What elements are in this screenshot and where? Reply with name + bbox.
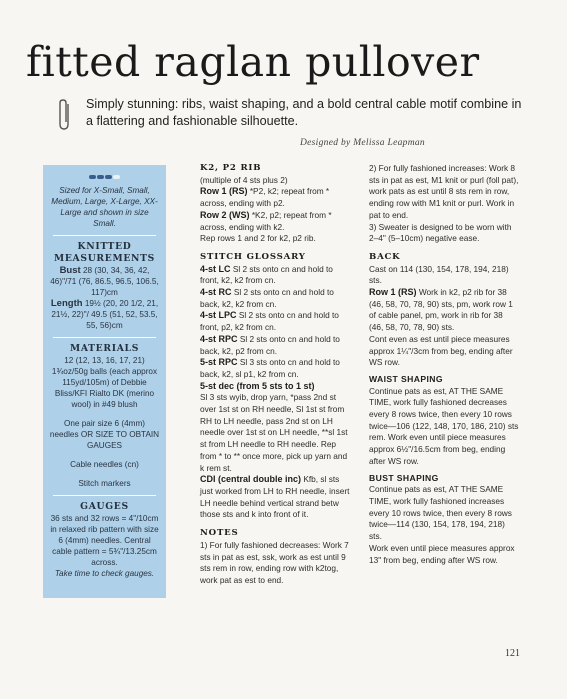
cable-needle-text: Cable needles (cn) xyxy=(70,460,139,469)
glossary-cdi: CDI (central double inc) Kfb, sl sts just worked from LH to RH needle, insert LH needle behind vertical strand betw those sts and k into front of it. xyxy=(200,474,350,520)
glossary-lpc: 4-st LPC Sl 2 sts onto cn and hold to front, p2, k2 from cn. xyxy=(200,310,339,333)
note-1: 1) For fully fashioned decreases: Work 7 sts in pat as est, ssk, work as est until 9 sts rem in row, ending row with k2tog, work pat as est to end. xyxy=(200,539,349,585)
waist-shaping-heading: WAIST SHAPING xyxy=(369,373,443,384)
gauge-text: 36 sts and 32 rows = 4"/10cm in relaxed rib pattern with size 6 (4mm) needles. Central cable pattern = 5¾"/13.25cm across. xyxy=(50,514,159,567)
needles-text: One pair size 6 (4mm) needles OR SIZE TO OBTAIN GAUGES xyxy=(49,419,160,450)
notes-heading: NOTES xyxy=(200,528,239,539)
divider xyxy=(53,337,156,338)
back-row1: Row 1 (RS) Work in k2, p2 rib for 38 (46, 58, 70, 78, 90) sts, pm, work row 1 of cable panel, pm, work in rib for 38 (46, 58, 70, 78, 90) sts. xyxy=(369,287,513,333)
glossary-rpc4: 4-st RPC Sl 2 sts onto cn and hold to back, k2, p2 from cn. xyxy=(200,333,340,356)
materials-heading: MATERIALS xyxy=(69,343,140,354)
measurements-heading: KNITTED MEASUREMENTS xyxy=(53,241,156,264)
gauge-note: Take time to check gauges. xyxy=(54,569,155,578)
stitch-glossary-heading: STITCH GLOSSARY xyxy=(200,251,306,262)
divider xyxy=(53,495,156,496)
intro-text: Simply stunning: ribs, waist shaping, and a bold central cable motif combine in a flattering and fashionable silhouette. xyxy=(86,97,522,128)
gauges-heading: GAUGES xyxy=(80,501,129,512)
length-measurement: Length 19½ (20, 20 1/2, 21, 21½, 22)"/ 49.5 (51, 52, 53.5, 55, 56)cm xyxy=(50,298,159,330)
back-cast-on: Cast on 114 (130, 154, 178, 194, 218) sts. xyxy=(369,263,509,286)
paperclip-icon xyxy=(58,98,72,132)
bust-measurement: Bust 28 (30, 34, 36, 42, 46)"/71 (76, 86.5, 96.5, 106.5, 117)cm xyxy=(50,265,159,297)
sizes-text: Sized for X-Small, Small, Medium, Large, X-Large, XX-Large and shown in size Small. xyxy=(51,186,158,228)
specs-sidebar xyxy=(43,165,166,598)
glossary-rpc5: 5-st RPC Sl 3 sts onto cn and hold to back, k2, sl p1, k2 from cn. xyxy=(200,357,340,379)
page-title: fitted raglan pullover xyxy=(26,38,480,86)
bust-shaping-heading: BUST SHAPING xyxy=(369,472,439,483)
back-heading: BACK xyxy=(369,251,401,262)
k2p2-row2: Row 2 (WS) *K2, p2; repeat from * across, ending with k2. xyxy=(200,209,332,232)
instructions-column-2 xyxy=(369,163,519,566)
yarn-text: 12 (12, 13, 16, 17, 21) 1¾oz/50g balls (each approx 115yd/105m) of Debbie Bliss/KFI Rialto DK (merino wool) in #49 blush xyxy=(51,356,158,409)
glossary-rc: 4-st RC Sl 2 sts onto cn and hold to back, k2, k2 from cn. xyxy=(200,287,334,309)
k2p2-multiple: (multiple of 4 sts plus 2) xyxy=(200,174,288,185)
glossary-dec-text: Sl 3 sts wyib, drop yarn, *pass 2nd st over 1st st on RH needle, Sl 1st st from RH to LH needle, pass 2nd st on LH needle over 1st st on LH needle, **sl 1st st from LH needle to RH needle. Rep from * to ** once more, pick up yarn and k rem st. xyxy=(200,392,348,473)
note-3: 3) Sweater is designed to be worn with 2–4" (5–10cm) negative ease. xyxy=(369,221,512,244)
glossary-dec-label: 5-st dec (from 5 sts to 1 st) xyxy=(200,380,315,391)
skill-level-icon xyxy=(43,175,166,179)
instructions-column-1 xyxy=(200,163,350,587)
divider xyxy=(53,235,156,236)
bust-shaping-continue: Work even until piece measures approx 13" from beg, ending after WS row. xyxy=(369,542,515,565)
glossary-lc: 4-st LC Sl 2 sts onto cn and hold to front, k2, k2 from cn. xyxy=(200,263,333,286)
designer-credit: Designed by Melissa Leapman xyxy=(300,138,425,148)
markers-text: Stitch markers xyxy=(78,479,131,488)
note-2: 2) For fully fashioned increases: Work 8 sts in pat as est, M1 knit or purl (foll pat), work pats as est until 8 sts rem in row, ending row with M1 knit or purl. Work in pat to end. xyxy=(369,163,519,220)
bust-shaping-text: Continue pats as est, AT THE SAME TIME, work fully fashioned increases every 10 rows twice, then every 8 rows twice—114 (130, 154, 178, 194, 218) sts. xyxy=(369,484,512,542)
k2p2-repeat: Rep rows 1 and 2 for k2, p2 rib. xyxy=(200,233,316,244)
k2p2-row1: Row 1 (RS) *P2, k2; repeat from * across, ending with p2. xyxy=(200,186,330,209)
k2p2-rib-heading: K2, P2 RIB xyxy=(200,163,262,173)
page-number: 121 xyxy=(505,648,520,659)
back-continue: Cont even as est until piece measures approx 1¼"/3cm from beg, ending after WS row. xyxy=(369,333,513,368)
waist-shaping-text: Continue pats as est, AT THE SAME TIME, work fully fashioned decreases every 8 rows twice, then every 10 rows twice—106 (122, 148, 170, 186, 210) sts rem. Work even until piece measures approx 6½"/16.5cm from beg, ending after WS row. xyxy=(369,385,519,466)
